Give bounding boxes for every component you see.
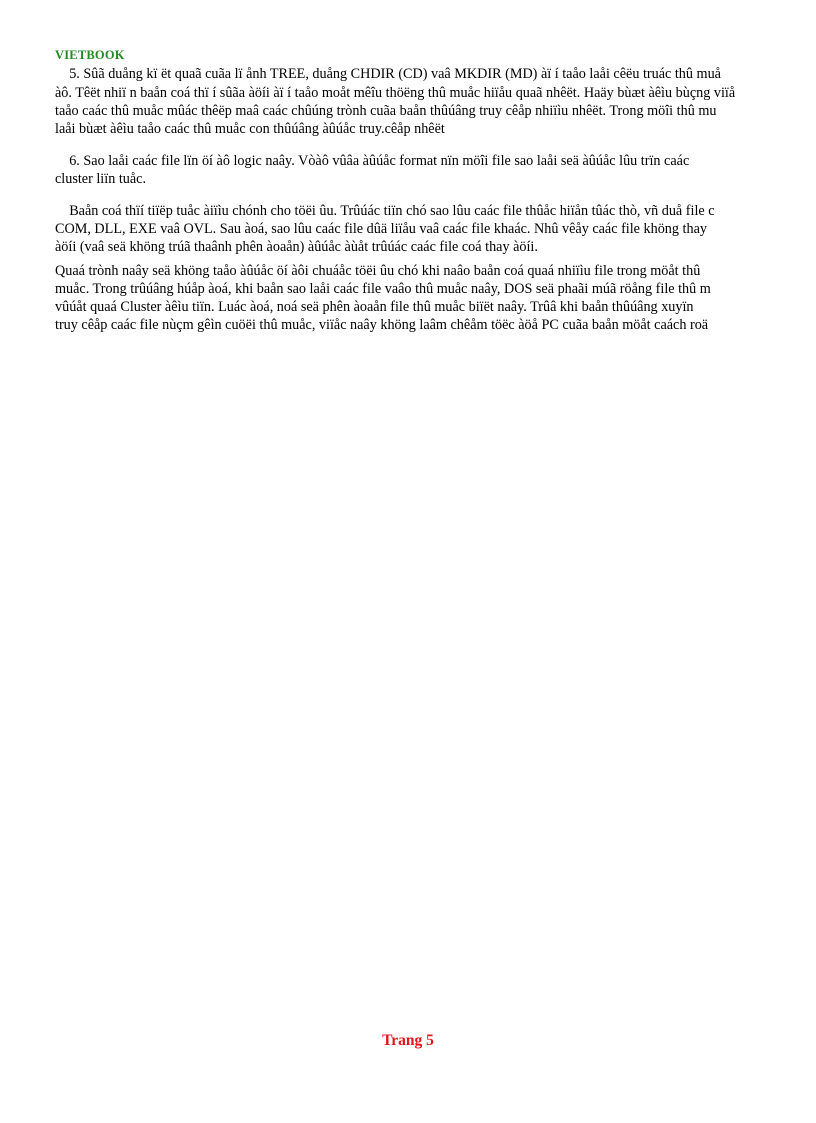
paragraph-line: vûúåt quaá Cluster àêìu tiïn. Luác àoá, noá seä phên àoaån file thû muåc biïët naây. Trûâ khi baån thûúâng xuyïn (55, 299, 694, 315)
paragraph-line: àöíi (vaâ seä khöng trúã thaânh phên àoaån) àûúåc àùåt trûúác caác file coá thay àöíi. (55, 239, 538, 255)
paragraph-line: laåi bùæt àêìu taåo caác thû muåc con thûúâng àûúåc truy.cêåp nhêët (55, 121, 445, 137)
paragraph-line: truy cêåp caác file nùçm gêìn cuöëi thû muåc, viïåc naây khöng laâm chêåm töëc àöå PC cuãa baån möåt caách roä (55, 317, 709, 333)
paragraph-line: 6. Sao laåi caác file lïn öí àô logic naây. Vòàô vûâa àûúåc format nïn möîi file sao laåi seä àûúåc lûu trïn caác (55, 153, 690, 169)
paragraph-line: Quaá trònh naây seä khöng taåo àûúåc öí àôi chuáåc töëi ûu chó khi naâo baån coá quaá nhiïìu file trong möåt thû (55, 263, 701, 279)
page-number: Trang 5 (382, 1032, 434, 1049)
paragraph-line: cluster liïn tuåc. (55, 171, 147, 187)
paragraph-line: muåc. Trong trûúâng húåp àoá, khi baån sao laåi caác file vaâo thû muåc naây, DOS seä phaãi múã röång file thû m (55, 281, 711, 297)
header-brand: VIETBOOK (55, 48, 125, 62)
paragraph-line: taåo caác thû muåc mûác thêëp maâ caác chûúng trònh cuãa baån thûúâng truy cêåp nhiïìu nhêët. Trong möîi thû mu (55, 103, 717, 119)
paragraph-line: 5. Sûã duång kï ët quaã cuãa lï ånh TREE, duång CHDIR (CD) vaâ MKDIR (MD) àï í taåo laåi cêëu truác thû muå (55, 66, 721, 82)
paragraph-line: COM, DLL, EXE vaâ OVL. Sau àoá, sao lûu caác file dûä liïåu vaâ caác file khaác. Nhû vêåy caác file khöng thay (55, 221, 707, 237)
paragraph-line: Baån coá thïí tiïëp tuåc àiïìu chónh cho töëi ûu. Trûúác tiïn chó sao lûu caác file thûåc hiïån tûác thò, vñ duå file c (55, 203, 715, 219)
paragraph-line: àô. Têët nhiï n baån coá thï í sûãa àöíi àï í taåo moåt mêîu thöëng thû muåc hiïåu quaã nhêët. Haäy bùæt àêìu bùçng viïå (55, 85, 736, 101)
